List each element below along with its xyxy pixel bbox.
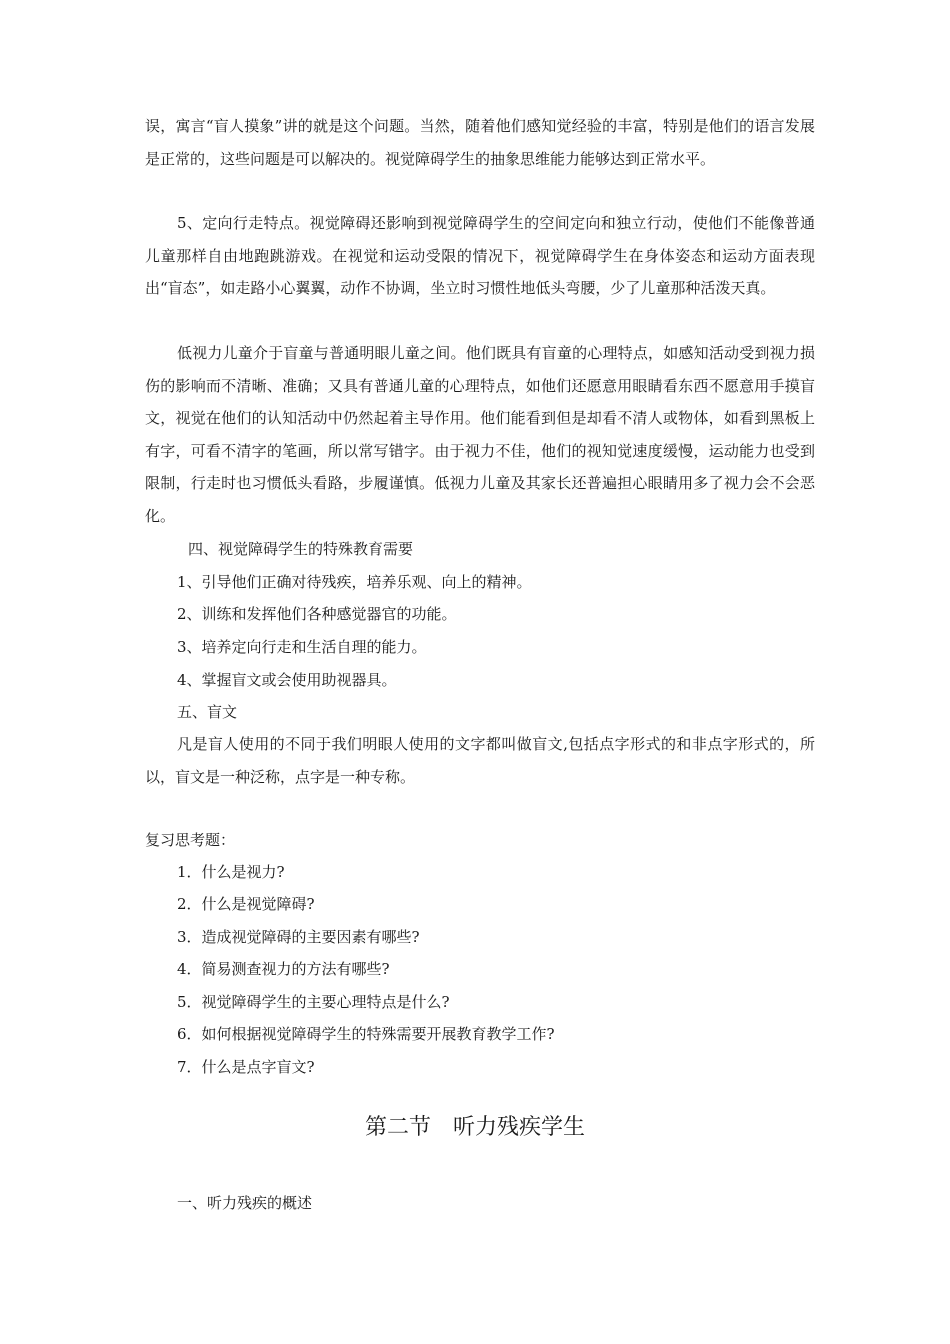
review-question-3: 3．造成视觉障碍的主要因素有哪些? xyxy=(177,928,420,946)
review-question-7: 7．什么是点字盲文? xyxy=(177,1058,315,1076)
paragraph-abstract-thinking: 误，寓言“盲人摸象”讲的就是这个问题。当然，随着他们感知觉经验的丰富，特别是他们的语言发展是正常的，这些问题是可以解决的。视觉障碍学生的抽象思维能力能够达到正常水平。 xyxy=(145,117,815,168)
review-question-4: 4．简易测查视力的方法有哪些? xyxy=(177,960,390,978)
needs-item-1: 1、引导他们正确对待残疾，培养乐观、向上的精神。 xyxy=(177,573,532,591)
review-question-1: 1．什么是视力? xyxy=(177,863,285,881)
review-question-5: 5．视觉障碍学生的主要心理特点是什么? xyxy=(177,993,450,1011)
needs-item-4: 4、掌握盲文或会使用助视器具。 xyxy=(177,671,397,689)
review-heading: 复习思考题： xyxy=(145,831,236,849)
review-question-6: 6．如何根据视觉障碍学生的特殊需要开展教育教学工作? xyxy=(177,1025,555,1043)
paragraph-low-vision: 低视力儿童介于盲童与普通明眼儿童之间。他们既具有盲童的心理特点，如感知活动受到视力损伤的影响而不清晰、准确；又具有普通儿童的心理特点，如他们还愿意用眼睛看东西不愿意用手摸盲文，视觉在他们的认知活动中仍然起着主导作用。他们能看到但是却看不清人或物体，如看到黑板上有字，可看不清字的笔画，所以常写错字。由于视力不佳，他们的视知觉速度缓慢，运动能力也受到限制，行走时也习惯低头看路，步履谨慎。低视力儿童及其家长还普遍担心眼睛用多了视力会不会恶化。 xyxy=(145,344,815,525)
section-5-heading: 五、盲文 xyxy=(177,703,238,721)
review-question-2: 2．什么是视觉障碍? xyxy=(177,895,315,913)
section-name: 听力残疾学生 xyxy=(453,1115,586,1140)
braille-definition: 凡是盲人使用的不同于我们明眼人使用的文字都叫做盲文,包括点字形式的和非点字形式的，所以，盲文是一种泛称，点字是一种专称。 xyxy=(145,735,815,786)
section-4-heading: 四、视觉障碍学生的特殊教育需要 xyxy=(188,540,414,558)
hearing-overview-heading: 一、听力残疾的概述 xyxy=(177,1194,313,1212)
section-number: 第二节 xyxy=(364,1115,431,1140)
needs-item-3: 3、培养定向行走和生活自理的能力。 xyxy=(177,638,427,656)
paragraph-orientation-mobility: 5、定向行走特点。视觉障碍还影响到视觉障碍学生的空间定向和独立行动，使他们不能像普通儿童那样自由地跑跳游戏。在视觉和运动受限的情况下，视觉障碍学生在身体姿态和运动方面表现出“盲态”，如走路小心翼翼，动作不协调，坐立时习惯性地低头弯腰，少了儿童那种活泼天真。 xyxy=(145,214,815,297)
needs-item-2: 2、训练和发挥他们各种感觉器官的功能。 xyxy=(177,605,457,623)
section-title xyxy=(0,1113,950,1143)
